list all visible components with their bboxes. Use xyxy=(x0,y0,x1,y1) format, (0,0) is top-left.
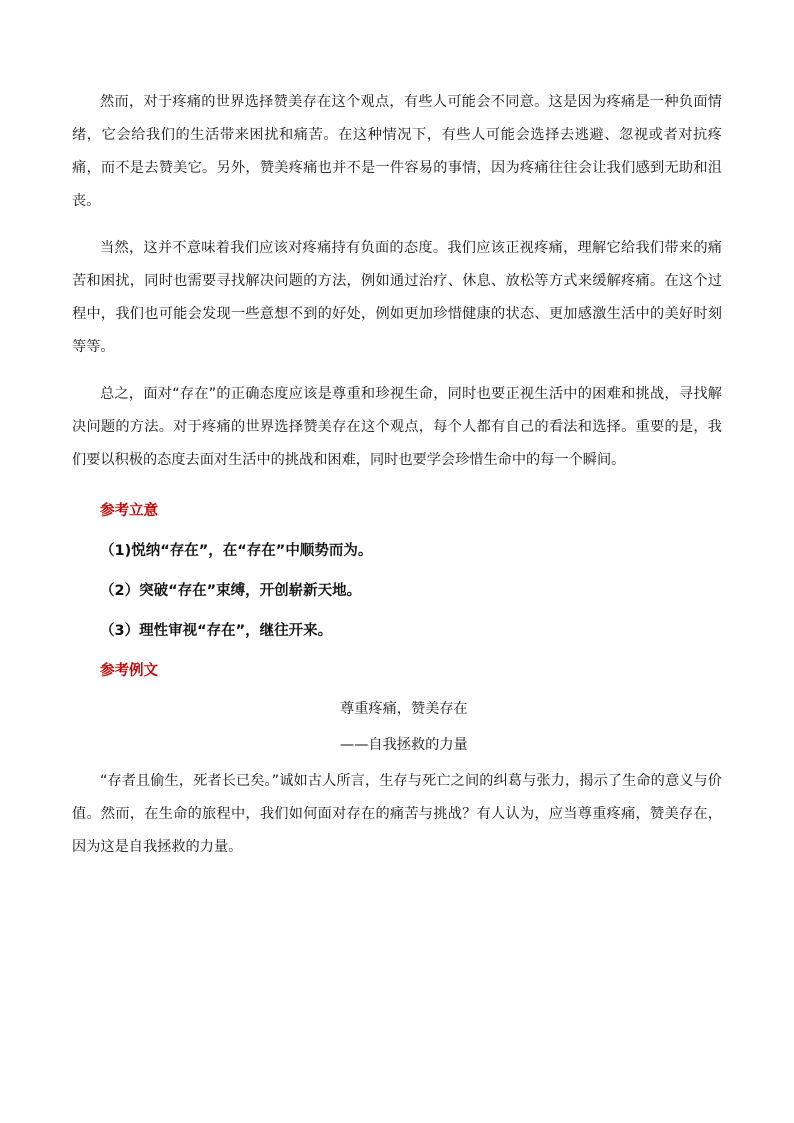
idea-point-3: （3）理性审视“存在”，继往开来。 xyxy=(100,623,333,639)
idea-point-2: （2）突破“存在”束缚，开创崭新天地。 xyxy=(100,583,362,599)
idea-point-1: （1)悦纳“存在”，在“存在”中顺势而为。 xyxy=(100,543,373,559)
essay-title: 尊重疼痛，赞美存在 xyxy=(340,701,468,717)
section-heading-reference-ideas: 参考立意 xyxy=(100,503,158,519)
essay-paragraph: “存者且偷生，死者长已矣。”诚如古人所言，生存与死亡之间的纠葛与张力，揭示了生命的意义与价值。然而，在生命的旅程中，我们如何面对存在的痛苦与挑战？有人认为，应当尊重疼痛，赞美存在，因为这是自我拯救的力量。 xyxy=(72,773,722,855)
paragraph-2: 当然，这并不意味着我们应该对疼痛持有负面的态度。我们应该正视疼痛，理解它给我们带来的痛苦和困扰，同时也需要寻找解决问题的方法，例如通过治疗、休息、放松等方式来缓解疼痛。在这个过程中，我们也可能会发现一些意想不到的好处，例如更加珍惜健康的状态、更加感激生活中的美好时刻等等。 xyxy=(72,240,722,355)
body-text xyxy=(72,86,722,878)
paragraph-3: 总之，面对“存在”的正确态度应该是尊重和珍视生命，同时也要正视生活中的困难和挑战，寻找解决问题的方法。对于疼痛的世界选择赞美存在这个观点，每个人都有自己的看法和选择。重要的是，我们要以积极的态度去面对生活中的挑战和困难，同时也要学会珍惜生命中的每一个瞬间。 xyxy=(72,386,722,468)
paragraph-1: 然而，对于疼痛的世界选择赞美存在这个观点，有些人可能会不同意。这是因为疼痛是一种负面情绪，它会给我们的生活带来困扰和痛苦。在这种情况下，有些人可能会选择去逃避、忽视或者对抗疼痛，而不是去赞美它。另外，赞美疼痛也并不是一件容易的事情，因为疼痛往往会让我们感到无助和沮丧。 xyxy=(72,94,722,209)
section-heading-sample-essay: 参考例文 xyxy=(100,663,158,679)
essay-subtitle: ——自我拯救的力量 xyxy=(340,737,468,753)
